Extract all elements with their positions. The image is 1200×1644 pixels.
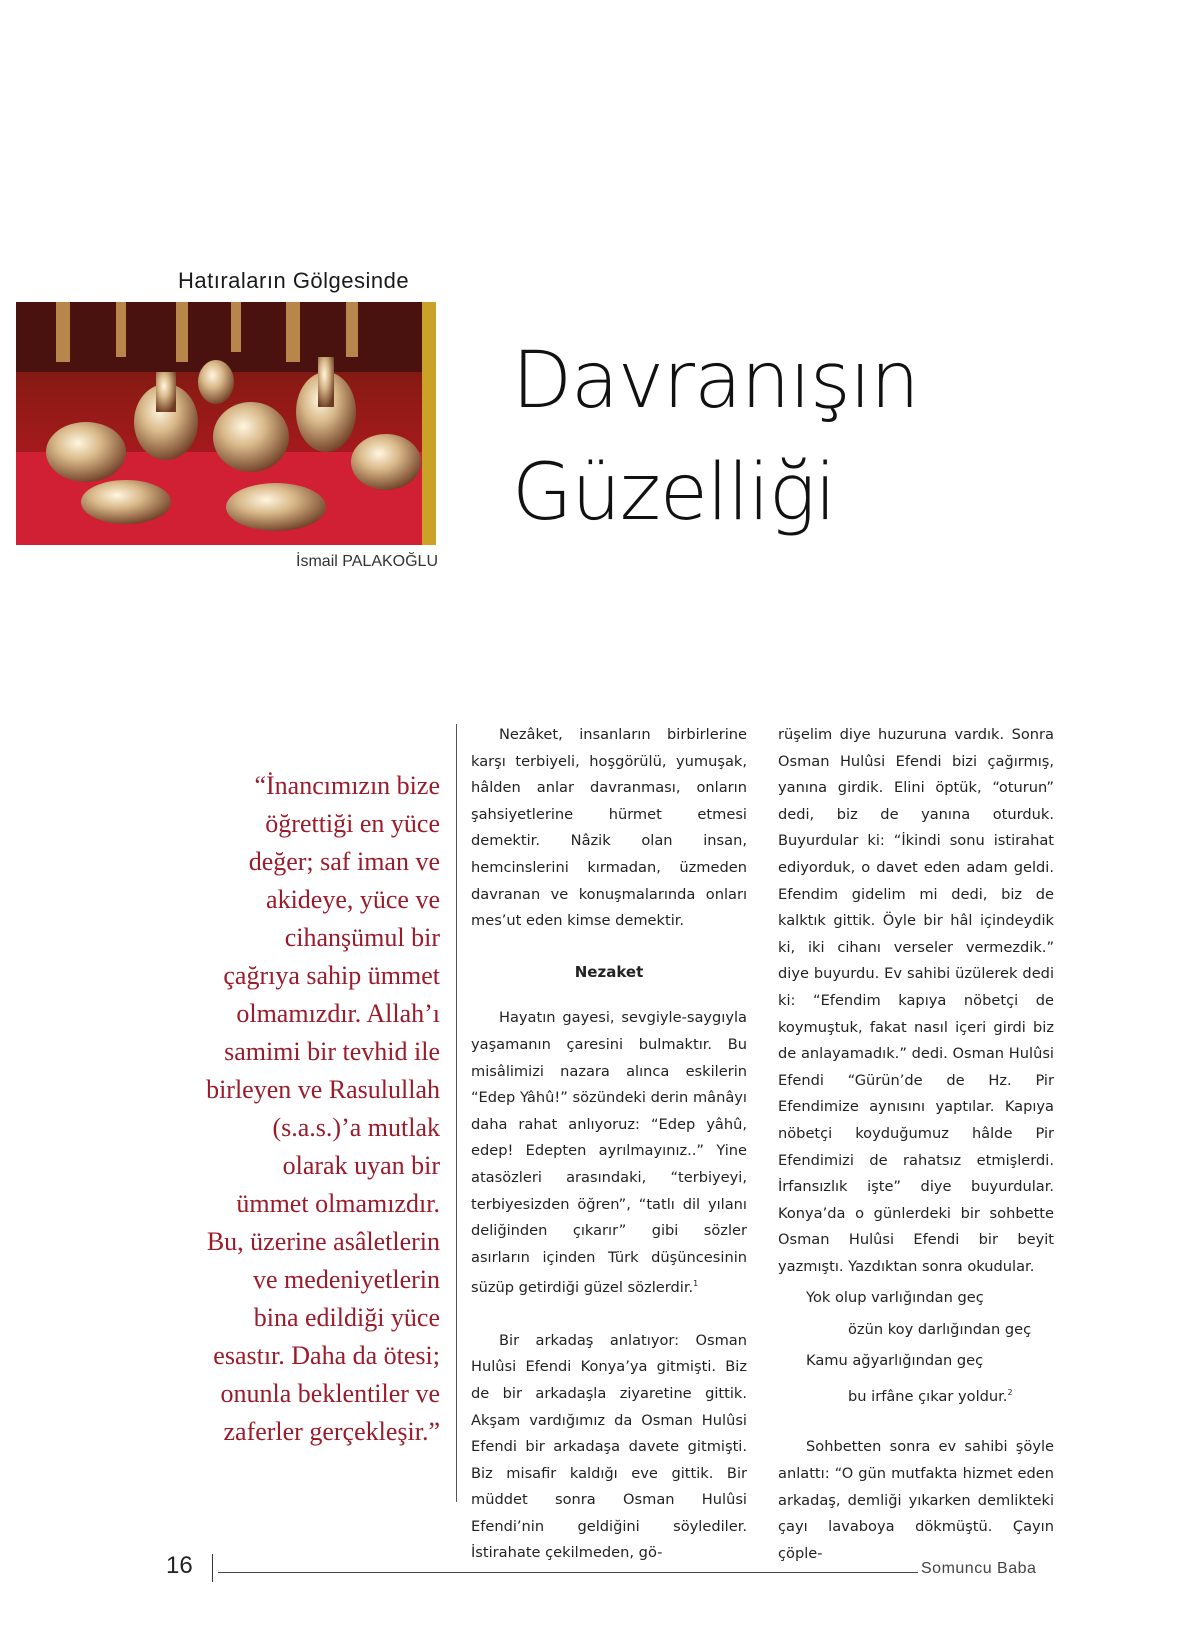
quote-line: ve medeniyetlerin [253, 1265, 440, 1294]
quote-line: değer; saf iman ve [248, 847, 440, 876]
quote-line: ümmet olmamızdır. [236, 1189, 440, 1218]
quote-line: zaferler gerçekleşir.” [223, 1417, 440, 1446]
quote-line: esastır. Daha da ötesi; [213, 1341, 440, 1370]
paragraph: Bir arkadaş anlatıyor: Osman Hulûsi Efendi Konya’ya gitmişti. Biz de bir arkadaşla ziyaretine gittik. Akşam vardığımız da Osman Hulûsi Efendi bir arkadaşa davete gitmişti. Biz misafir kaldığı eve gittik. Bir müddet sonra Osman Hulûsi Efendi’nin geldiğini söylediler. İstirahate çekilmeden, gö- [471, 1331, 747, 1562]
paragraph: Nezâket, insanların birbirlerine karşı terbiyeli, hoşgörülü, yumuşak, hâlden anlar davranması, onların şahsiyetlerine hürmet etmesi demektir. Nâzik olan insan, hemcinslerini kırmadan, üzmeden davranan ve konuşmalarında onları mes’ut eden kimse demektir. [471, 726, 747, 930]
footnote-marker: 2 [1007, 1387, 1013, 1397]
quote-line: samimi bir tevhid ile [224, 1037, 440, 1066]
poem-line [778, 1377, 1054, 1412]
pull-quote [160, 767, 440, 1451]
quote-line: bina edildiği yüce [253, 1303, 440, 1332]
title-line-1: Davranışın [512, 336, 919, 426]
footer-tick [212, 1554, 213, 1582]
quote-line: olmamızdır. Allah’ı [236, 999, 440, 1028]
magazine-name: Somuncu Baba [921, 1560, 1037, 1577]
quote-line: (s.a.s.)’a mutlak [272, 1113, 440, 1142]
paragraph [471, 1005, 747, 1301]
quote-line: akideye, yüce ve [266, 885, 440, 914]
subheading: Nezaket [574, 962, 644, 981]
article-column-1 [471, 722, 747, 1567]
paragraph: rüşelim diye huzuruna vardık. Sonra Osman Hulûsi Efendi bizi çağırmış, yanına girdik. Elini öptük, “oturun” dedi, biz de yanına oturduk. Buyurdular ki: “İkindi sonu istirahat ediyorduk, o davet eden adam geldi. Efendim gidelim mi dedi, biz de kalktık gittik. Öyle bir hâl içindeydik ki, iki cihanı verseler vermezdik.” diye buyurdu. Ev sahibi üzülerek dedi ki: “Efendim kapıya nöbetçi de koymuştuk, fakat nasıl içeri girdi biz de anlayamadık.” dedi. Osman Hulûsi Efendi “Gürün’de de Hz. Pir Efendimize aynısını yaptılar. Kapıya nöbetçi koyduğumuz hâlde Pir Efendimizi de rahatsız etmişlerdi. İrfansızlık işte” diye buyurdular. Konya’da o günlerdeki bir sohbette Osman Hulûsi Efendi bir beyit yazmıştı. Yazdıktan sonra okudular. [778, 726, 1054, 1275]
footer-rule [218, 1572, 918, 1573]
article-column-2 [778, 722, 1054, 1567]
footnote-marker: 1 [693, 1279, 699, 1289]
quote-line: çağrıya sahip ümmet [223, 961, 440, 990]
poem-line: özün koy darlığından geç [848, 1320, 1032, 1338]
quote-line: Bu, üzerine asâletlerin [206, 1227, 440, 1256]
quote-line: olarak uyan bir [282, 1151, 440, 1180]
poem-line: Kamu ağyarlığından geç [806, 1352, 984, 1370]
poem-line-text: bu irfâne çıkar yoldur. [848, 1387, 1008, 1405]
article-title [512, 325, 919, 549]
quote-line: birleyen ve Rasulullah [206, 1075, 440, 1104]
section-label: Hatıraların Gölgesinde [178, 268, 410, 293]
paragraph: Sohbetten sonra ev sahibi şöyle anlattı: “O gün mutfakta hizmet eden arkadaş, demliği yıkarken demlikteki çayı lavaboya dökmüştü. Çayın çöple- [778, 1438, 1054, 1562]
paragraph-text: Hayatın gayesi, sevgiyle-saygıyla yaşamanın çaresini bulmaktır. Bu misâlimizi nazara alınca eskilerin “Edep Yâhû!” sözündeki derin mânâyı daha rahat anlıyoruz: “Edep yâhû, edep! Edepten ayrılmayınız..” Yine atasözleri arasındaki, “terbiyeyi, terbiyesizden öğren”, “tatlı dil yılanı deliğinden çıkarır” gibi sözler asırların içinden Türk düşüncesinin süzüp getirdiği güzel sözlerdir. [471, 1009, 747, 1297]
poem [778, 1282, 1054, 1412]
quote-line: öğrettiği en yüce [265, 809, 440, 838]
title-line-2: Güzelliği [512, 448, 836, 538]
poem-line: Yok olup varlığından geç [806, 1289, 984, 1307]
column-divider [456, 724, 457, 1502]
quote-line: cihanşümul bir [284, 923, 440, 952]
author-name: İsmail PALAKOĞLU [296, 553, 438, 570]
copperware-photo [16, 302, 436, 545]
quote-line: “İnancımızın bize [254, 771, 440, 800]
page-number: 16 [166, 1552, 193, 1579]
quote-line: onunla beklentiler ve [220, 1379, 440, 1408]
